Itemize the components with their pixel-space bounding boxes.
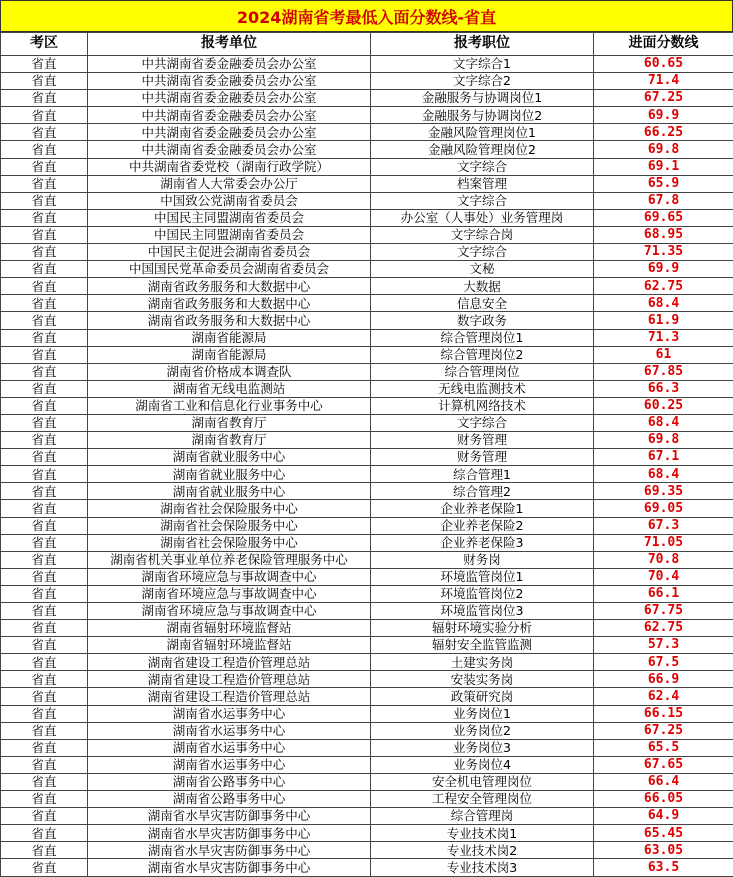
region-cell: 省直 xyxy=(1,808,88,825)
position-cell: 金融风险管理岗位1 xyxy=(371,124,594,141)
position-cell: 环境监管岗位1 xyxy=(371,568,594,585)
table-row xyxy=(1,534,733,551)
score-cell: 62.4 xyxy=(594,688,733,705)
position-cell: 金融服务与协调岗位2 xyxy=(371,107,594,124)
region-cell: 省直 xyxy=(1,705,88,722)
score-cell: 62.75 xyxy=(594,620,733,637)
unit-cell: 湖南省环境应急与事故调查中心 xyxy=(88,585,371,602)
table-row xyxy=(1,756,733,773)
table-row xyxy=(1,380,733,397)
position-cell: 辐射环境实验分析 xyxy=(371,620,594,637)
table-title: 2024湖南省考最低入面分数线-省直 xyxy=(0,0,733,32)
region-cell: 省直 xyxy=(1,56,88,73)
table-row xyxy=(1,825,733,842)
score-cell: 71.35 xyxy=(594,244,733,261)
unit-cell: 湖南省价格成本调查队 xyxy=(88,363,371,380)
unit-cell: 湖南省就业服务中心 xyxy=(88,483,371,500)
table-row xyxy=(1,414,733,431)
unit-cell: 湖南省公路事务中心 xyxy=(88,773,371,790)
score-cell: 66.25 xyxy=(594,124,733,141)
unit-cell: 湖南省建设工程造价管理总站 xyxy=(88,688,371,705)
header-unit: 报考单位 xyxy=(88,33,371,56)
position-cell: 企业养老保险3 xyxy=(371,534,594,551)
table-row xyxy=(1,654,733,671)
region-cell: 省直 xyxy=(1,141,88,158)
score-cell: 68.4 xyxy=(594,414,733,431)
table-row xyxy=(1,500,733,517)
region-cell: 省直 xyxy=(1,107,88,124)
region-cell: 省直 xyxy=(1,226,88,243)
table-row xyxy=(1,585,733,602)
table-row xyxy=(1,739,733,756)
position-cell: 数字政务 xyxy=(371,312,594,329)
unit-cell: 中共湖南省委金融委员会办公室 xyxy=(88,90,371,107)
position-cell: 计算机网络技术 xyxy=(371,397,594,414)
score-cell: 68.4 xyxy=(594,466,733,483)
position-cell: 综合管理1 xyxy=(371,466,594,483)
position-cell: 工程安全管理岗位 xyxy=(371,791,594,808)
region-cell: 省直 xyxy=(1,620,88,637)
region-cell: 省直 xyxy=(1,209,88,226)
score-cell: 67.1 xyxy=(594,449,733,466)
unit-cell: 湖南省人大常委会办公厅 xyxy=(88,175,371,192)
table-row xyxy=(1,620,733,637)
region-cell: 省直 xyxy=(1,859,88,876)
score-cell: 61.9 xyxy=(594,312,733,329)
region-cell: 省直 xyxy=(1,312,88,329)
region-cell: 省直 xyxy=(1,842,88,859)
position-cell: 企业养老保险2 xyxy=(371,517,594,534)
score-cell: 63.05 xyxy=(594,842,733,859)
position-cell: 大数据 xyxy=(371,278,594,295)
score-cell: 69.8 xyxy=(594,141,733,158)
position-cell: 信息安全 xyxy=(371,295,594,312)
score-cell: 68.4 xyxy=(594,295,733,312)
unit-cell: 中共湖南省委金融委员会办公室 xyxy=(88,124,371,141)
unit-cell: 湖南省水旱灾害防御事务中心 xyxy=(88,808,371,825)
unit-cell: 湖南省环境应急与事故调查中心 xyxy=(88,603,371,620)
unit-cell: 湖南省水旱灾害防御事务中心 xyxy=(88,825,371,842)
unit-cell: 中共湖南省委金融委员会办公室 xyxy=(88,56,371,73)
table-row xyxy=(1,56,733,73)
position-cell: 专业技术岗1 xyxy=(371,825,594,842)
position-cell: 企业养老保险1 xyxy=(371,500,594,517)
region-cell: 省直 xyxy=(1,688,88,705)
region-cell: 省直 xyxy=(1,449,88,466)
unit-cell: 湖南省水运事务中心 xyxy=(88,756,371,773)
unit-cell: 中国国民党革命委员会湖南省委员会 xyxy=(88,261,371,278)
region-cell: 省直 xyxy=(1,585,88,602)
table-row xyxy=(1,346,733,363)
unit-cell: 湖南省建设工程造价管理总站 xyxy=(88,654,371,671)
region-cell: 省直 xyxy=(1,756,88,773)
region-cell: 省直 xyxy=(1,722,88,739)
region-cell: 省直 xyxy=(1,483,88,500)
region-cell: 省直 xyxy=(1,739,88,756)
score-cell: 65.5 xyxy=(594,739,733,756)
table-row xyxy=(1,363,733,380)
position-cell: 综合管理岗位2 xyxy=(371,346,594,363)
score-cell: 67.65 xyxy=(594,756,733,773)
unit-cell: 湖南省社会保险服务中心 xyxy=(88,517,371,534)
unit-cell: 湖南省社会保险服务中心 xyxy=(88,534,371,551)
region-cell: 省直 xyxy=(1,363,88,380)
score-cell: 66.15 xyxy=(594,705,733,722)
score-cell: 67.5 xyxy=(594,654,733,671)
score-cell: 65.9 xyxy=(594,175,733,192)
region-cell: 省直 xyxy=(1,90,88,107)
table-row xyxy=(1,141,733,158)
region-cell: 省直 xyxy=(1,466,88,483)
score-cell: 70.4 xyxy=(594,568,733,585)
score-cell: 69.1 xyxy=(594,158,733,175)
score-cell: 60.65 xyxy=(594,56,733,73)
unit-cell: 湖南省水旱灾害防御事务中心 xyxy=(88,859,371,876)
unit-cell: 湖南省辐射环境监督站 xyxy=(88,620,371,637)
table-row xyxy=(1,192,733,209)
position-cell: 财务岗 xyxy=(371,551,594,568)
position-cell: 综合管理岗位 xyxy=(371,363,594,380)
unit-cell: 湖南省社会保险服务中心 xyxy=(88,500,371,517)
header-position: 报考职位 xyxy=(371,33,594,56)
score-cell: 67.25 xyxy=(594,722,733,739)
unit-cell: 中共湖南省委金融委员会办公室 xyxy=(88,141,371,158)
table-row xyxy=(1,808,733,825)
score-table xyxy=(0,32,733,877)
position-cell: 环境监管岗位3 xyxy=(371,603,594,620)
position-cell: 业务岗位4 xyxy=(371,756,594,773)
position-cell: 政策研究岗 xyxy=(371,688,594,705)
table-row xyxy=(1,517,733,534)
position-cell: 财务管理 xyxy=(371,432,594,449)
table-row xyxy=(1,397,733,414)
unit-cell: 湖南省水运事务中心 xyxy=(88,722,371,739)
region-cell: 省直 xyxy=(1,568,88,585)
score-cell: 69.05 xyxy=(594,500,733,517)
region-cell: 省直 xyxy=(1,346,88,363)
table-row xyxy=(1,226,733,243)
score-cell: 66.1 xyxy=(594,585,733,602)
table-row xyxy=(1,90,733,107)
unit-cell: 中共湖南省委金融委员会办公室 xyxy=(88,73,371,90)
table-row xyxy=(1,705,733,722)
region-cell: 省直 xyxy=(1,380,88,397)
position-cell: 办公室（人事处）业务管理岗 xyxy=(371,209,594,226)
region-cell: 省直 xyxy=(1,124,88,141)
table-row xyxy=(1,722,733,739)
position-cell: 无线电监测技术 xyxy=(371,380,594,397)
position-cell: 土建实务岗 xyxy=(371,654,594,671)
score-cell: 63.5 xyxy=(594,859,733,876)
table-row xyxy=(1,261,733,278)
unit-cell: 湖南省机关事业单位养老保险管理服务中心 xyxy=(88,551,371,568)
table-row xyxy=(1,209,733,226)
table-row xyxy=(1,671,733,688)
region-cell: 省直 xyxy=(1,244,88,261)
score-cell: 67.3 xyxy=(594,517,733,534)
table-row xyxy=(1,551,733,568)
unit-cell: 中国民主同盟湖南省委员会 xyxy=(88,209,371,226)
score-cell: 67.8 xyxy=(594,192,733,209)
score-cell: 66.9 xyxy=(594,671,733,688)
score-cell: 66.4 xyxy=(594,773,733,790)
position-cell: 档案管理 xyxy=(371,175,594,192)
score-cell: 66.05 xyxy=(594,791,733,808)
region-cell: 省直 xyxy=(1,414,88,431)
position-cell: 安装实务岗 xyxy=(371,671,594,688)
unit-cell: 湖南省能源局 xyxy=(88,329,371,346)
region-cell: 省直 xyxy=(1,295,88,312)
position-cell: 金融风险管理岗位2 xyxy=(371,141,594,158)
score-cell: 65.45 xyxy=(594,825,733,842)
header-region: 考区 xyxy=(1,33,88,56)
table-row xyxy=(1,175,733,192)
unit-cell: 湖南省无线电监测站 xyxy=(88,380,371,397)
position-cell: 文字综合 xyxy=(371,244,594,261)
score-cell: 69.9 xyxy=(594,261,733,278)
position-cell: 辐射安全监管监测 xyxy=(371,637,594,654)
table-row xyxy=(1,603,733,620)
table-row xyxy=(1,637,733,654)
score-cell: 71.4 xyxy=(594,73,733,90)
table-row xyxy=(1,295,733,312)
position-cell: 安全机电管理岗位 xyxy=(371,773,594,790)
region-cell: 省直 xyxy=(1,654,88,671)
region-cell: 省直 xyxy=(1,397,88,414)
position-cell: 专业技术岗3 xyxy=(371,859,594,876)
score-cell: 67.25 xyxy=(594,90,733,107)
score-cell: 69.8 xyxy=(594,432,733,449)
unit-cell: 湖南省建设工程造价管理总站 xyxy=(88,671,371,688)
unit-cell: 中国民主同盟湖南省委员会 xyxy=(88,226,371,243)
region-cell: 省直 xyxy=(1,278,88,295)
score-cell: 69.35 xyxy=(594,483,733,500)
unit-cell: 中国致公党湖南省委员会 xyxy=(88,192,371,209)
region-cell: 省直 xyxy=(1,158,88,175)
unit-cell: 湖南省水运事务中心 xyxy=(88,739,371,756)
unit-cell: 中共湖南省委金融委员会办公室 xyxy=(88,107,371,124)
position-cell: 财务管理 xyxy=(371,449,594,466)
table-row xyxy=(1,312,733,329)
score-cell: 60.25 xyxy=(594,397,733,414)
unit-cell: 湖南省水旱灾害防御事务中心 xyxy=(88,842,371,859)
region-cell: 省直 xyxy=(1,551,88,568)
position-cell: 文字综合2 xyxy=(371,73,594,90)
position-cell: 专业技术岗2 xyxy=(371,842,594,859)
unit-cell: 湖南省辐射环境监督站 xyxy=(88,637,371,654)
region-cell: 省直 xyxy=(1,791,88,808)
position-cell: 业务岗位3 xyxy=(371,739,594,756)
position-cell: 综合管理2 xyxy=(371,483,594,500)
region-cell: 省直 xyxy=(1,825,88,842)
table-row xyxy=(1,432,733,449)
table-row xyxy=(1,449,733,466)
header-row xyxy=(1,33,733,56)
table-row xyxy=(1,791,733,808)
position-cell: 文秘 xyxy=(371,261,594,278)
unit-cell: 湖南省就业服务中心 xyxy=(88,466,371,483)
table-row xyxy=(1,124,733,141)
region-cell: 省直 xyxy=(1,603,88,620)
position-cell: 环境监管岗位2 xyxy=(371,585,594,602)
table-row xyxy=(1,329,733,346)
position-cell: 文字综合 xyxy=(371,192,594,209)
unit-cell: 湖南省工业和信息化行业事务中心 xyxy=(88,397,371,414)
table-row xyxy=(1,244,733,261)
table-row xyxy=(1,568,733,585)
score-cell: 66.3 xyxy=(594,380,733,397)
score-cell: 61 xyxy=(594,346,733,363)
table-row xyxy=(1,859,733,876)
score-cell: 71.05 xyxy=(594,534,733,551)
position-cell: 文字综合 xyxy=(371,158,594,175)
region-cell: 省直 xyxy=(1,73,88,90)
unit-cell: 中国民主促进会湖南省委员会 xyxy=(88,244,371,261)
region-cell: 省直 xyxy=(1,500,88,517)
unit-cell: 湖南省环境应急与事故调查中心 xyxy=(88,568,371,585)
region-cell: 省直 xyxy=(1,637,88,654)
unit-cell: 湖南省教育厅 xyxy=(88,432,371,449)
region-cell: 省直 xyxy=(1,329,88,346)
position-cell: 文字综合岗 xyxy=(371,226,594,243)
unit-cell: 中共湖南省委党校（湖南行政学院） xyxy=(88,158,371,175)
header-score: 进面分数线 xyxy=(594,33,733,56)
unit-cell: 湖南省政务服务和大数据中心 xyxy=(88,295,371,312)
position-cell: 文字综合 xyxy=(371,414,594,431)
region-cell: 省直 xyxy=(1,671,88,688)
region-cell: 省直 xyxy=(1,432,88,449)
table-row xyxy=(1,107,733,124)
region-cell: 省直 xyxy=(1,261,88,278)
table-row xyxy=(1,158,733,175)
position-cell: 金融服务与协调岗位1 xyxy=(371,90,594,107)
unit-cell: 湖南省政务服务和大数据中心 xyxy=(88,278,371,295)
score-cell: 70.8 xyxy=(594,551,733,568)
region-cell: 省直 xyxy=(1,773,88,790)
position-cell: 综合管理岗位1 xyxy=(371,329,594,346)
unit-cell: 湖南省就业服务中心 xyxy=(88,449,371,466)
position-cell: 业务岗位1 xyxy=(371,705,594,722)
table-row xyxy=(1,688,733,705)
table-row xyxy=(1,773,733,790)
table-row xyxy=(1,73,733,90)
score-cell: 71.3 xyxy=(594,329,733,346)
score-cell: 62.75 xyxy=(594,278,733,295)
table-body xyxy=(1,56,733,877)
region-cell: 省直 xyxy=(1,534,88,551)
table-row xyxy=(1,483,733,500)
unit-cell: 湖南省政务服务和大数据中心 xyxy=(88,312,371,329)
region-cell: 省直 xyxy=(1,517,88,534)
unit-cell: 湖南省公路事务中心 xyxy=(88,791,371,808)
score-cell: 64.9 xyxy=(594,808,733,825)
unit-cell: 湖南省能源局 xyxy=(88,346,371,363)
score-cell: 67.75 xyxy=(594,603,733,620)
unit-cell: 湖南省水运事务中心 xyxy=(88,705,371,722)
table-row xyxy=(1,466,733,483)
score-cell: 68.95 xyxy=(594,226,733,243)
score-cell: 69.9 xyxy=(594,107,733,124)
region-cell: 省直 xyxy=(1,175,88,192)
table-row xyxy=(1,278,733,295)
table-row xyxy=(1,842,733,859)
position-cell: 业务岗位2 xyxy=(371,722,594,739)
region-cell: 省直 xyxy=(1,192,88,209)
score-cell: 69.65 xyxy=(594,209,733,226)
position-cell: 综合管理岗 xyxy=(371,808,594,825)
score-cell: 67.85 xyxy=(594,363,733,380)
score-cell: 57.3 xyxy=(594,637,733,654)
position-cell: 文字综合1 xyxy=(371,56,594,73)
unit-cell: 湖南省教育厅 xyxy=(88,414,371,431)
